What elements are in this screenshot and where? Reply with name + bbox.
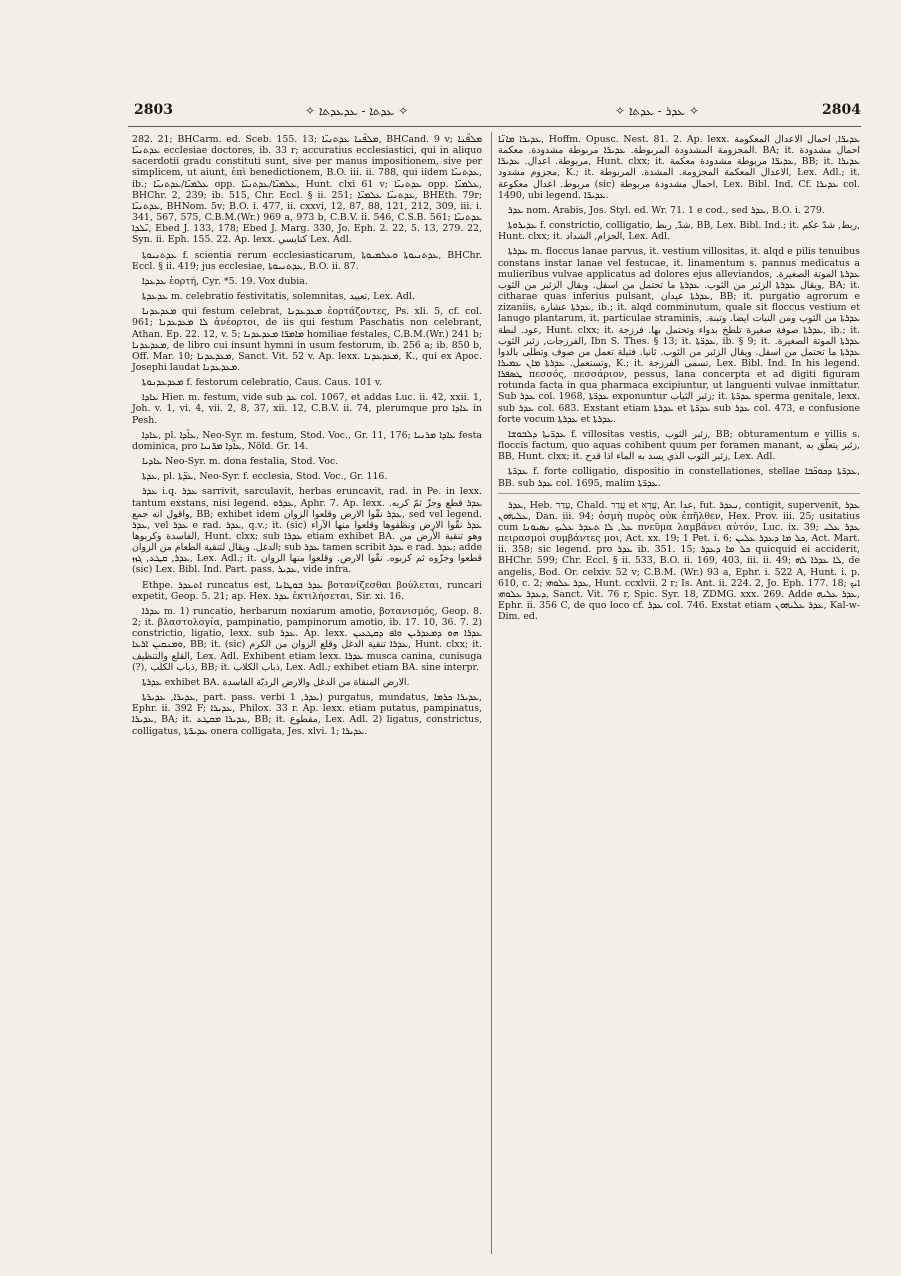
page-header <box>0 98 901 122</box>
entry: 282. 21; BHCarm. ed. Sceb. 155. 13; ܡܠܦ̈ܢܐ ܥܕܬܢܝ̈ܐ, BHCand. 9 v; ܡܠܦ̈ܢܐ ܥܕܬܢܝ̈ܐ ecclesiae doctores, ib. 33 r; accuratius ecclesiastici, qui in aliquo sacerdotii gradu constituti sunt, sive per manus impositionem, sive per simplicem, ut aiunt, ἐπὶ benedictionem, B.O. iii. ii. 788, qui iidem ܥܕܬܢܝ̈ܐ, ib.; ܥܠܡܝ̈ܐ/ܥܕܬܢܝ̈ܐ opp. ܥܠܡܝ̈ܐ/ܥܕܬܢܝ̈ܐ, Hunt. clxi 61 v; ܥܕܬܢܝ̈ܐ opp. ܥܠܡܝ̈ܐ, BHChr. 2, 239; ib. 515, Chr. Eccl. § ii. 251; ܥܕܬܢܝ̈ܐ ܥܠܡܝ̈ܐ, BHEth. 79r; ܥܕܬܢܝ̈ܐ, BHNom. 5v; B.O. i. 477, ii. cxxvi, 12, 87, 88, 121, 212, 309, iii. i. 341, 567, 575, C.B.M.(Wr.) 969 a, 973 b, C.B.V. ii. 546, C.S.B. 561; ܥܕܬܢܝ̈ܐ ܝ̈ܠܕܐ, Ebed J. 133, 178; Ebed J. Marg. 330, Jo. Eph. 2. 22, 5. 13, 279. 22, Syn. ii. Eph. 155. 22. Ap. lexx. كنايسي Lex. Adl. <box>132 134 482 246</box>
entry: ܥܐܕܐ Hier. m. festum, vide sub ܥܕ col. 1067, et addas Luc. ii. 42, xxii. 1, Joh. v. 1, vi. 4, vii. 2, 8, 37, xii. 12, C.B.V. ii. 74, plerumque pro ܥܐܕܐ in Pesh. <box>132 392 482 426</box>
entry: ܥܕܪܬܐ m. floccus lanae parvus, it. vestium villositas, it. alqd e pilis tenuibus constans instar lanae vel festucae, it. linamentum s. pannus medicatus a mulieribus vulvae applicatus ad dolores ejus alleviandos, ܥܕܪܬܐ الموتة الصغيرة. ويقال ܥܕܪܬܐ الزئبر من الثوب. ܥܕܪܬܐ ما تحتمل من اسفل. ويقال الزئبر من الثوب, BA; it. citharae quas inferius pulsant, ܥܕܪܬܐ عيدان, BB; it. purgatio agrorum e zizaniis, ܥܕܪܬܐ عشارة, ib.; it. alqd comminutum, quale sit floccus vestium et lanugo plantarum, it. particulae straminis, ܥܕܪܬܐ من الثوب ومن النبات ايضا. وتبنة. عود. لبطة, Hunt. clxx; it. ܥܕܪܬܐ صوفة صغيرة تلطخ بدواء وتحتمل بها. فرزجة, ib.; it. الفرزجات, زئبر الثوب, Ibn S. Thes. § 13; it. ܥܕܪ̈ܬܐ, ib. § 9; it. ܥܕܪܬܐ الموتة الصغيرة. ܥܕܪܬܐ ما تحتمل من اسفل. ويقال الزئبر من الثوب. ثانيا. فتيلة تعمل من صوف وتطلى بالدوا وتستعمل. ܥܕܪܬܐ ܡܐܢ ܥܡܝܪܐ, K.; it. تسمى الفرزجة, Lex. Bibl. Ind. In his legend. ܛܣܦܪܐ πεσσός, πεσσάριον, pessus, lana concerpta et ad digiti figuram rotunda facta in qua pharmaca excipiuntur, ut languenti vulvae inmittatur. Sub ܥܕܪ col. 1968, ܥܕܪ̈ܬܐ exponuntur زئبر الثياب; it. ܥܕܪ̈ܬܐ sperma genitale, lexx. sub ܥܕܪ col. 683. Exstant etiam ܥܕܪܬܐ et ܥܕܪ̈ܬܐ sub ܥܕܪ col. 473, e confusione forte vocum ܥܕܪܬܐ et ܥܕܪܬܐ. <box>498 246 861 425</box>
entry: ܥܕܪ nom. Arabis, Jos. Styl. ed. Wr. 71. 1 e cod., sed ܥܕܪ, B.O. i. 279. <box>508 204 825 216</box>
entry: ܡܥܕܥܕܢܐ qui festum celebrat, ܡܥܕܥܕܢܐ ἑορτάζοντες, Ps. xli. 5, cf. col. 961; ܠܐ ܡܥܕܥܕܢܐ ἀνέορτοι, de iis qui festum Paschatis non celebrant, Athan. Ep. 22. 12, v. 5; ܡܐܡܪ̈ܐ ܡܥܕܥܕܢܐ homiliae festales, C.B.M.(Wr.) 241 b; ܡܥܕܥܕܢܐ, de libro cui insunt hymni in usum festorum, ib. 256 a; ib. 850 b, Off. Mar. 10; ܡܥܕܥܕܢܐ, Sanct. Vit. 52 v. Ap. lexx. ܡܥܕܥܕܢܐ, K., qui ex Apoc. Josephi laudat ܡܥܕܥܕܢܐ. <box>132 306 483 373</box>
right-page-number: 2804 <box>822 102 861 118</box>
entry: ܥܕܪ i.q. ܥܕܪ sarrivit, sarculavit, herbas eruncavit, rad. in Pe. in lexx. tantum exstans, nisi legend. ܥܕܪܘ, Aphr. 7. Ap. lexx. ܥܕܪ قطع وجزّ ثمّ كربه. واقول انه جمع, BB; exhibet idem ܥܕܪ نقّوا الارض وقلعوا الزوان, sed vel legend. ܥܕܪ, vel ܥܕܪ e rad. ܥܕܪ, q.v.; it. (sic) ܥܕܪ نقّوا الارض ونظفوها وقلعوا منها الآراء الفاسدة وكربوها, Hunt. clxx; sub ܥܕܪܐ etiam exhibet BA. وهو تنقية الأرض من الدغل. ويقال لتنقية الطعام من الزوان; sub ܥܕܪ tamen scribit ܥܕܪ e rad. ܥܕܪ; adde ܥܕܪ, ܩܛܥ, ܓܙܙ, Lex. Adl.; it. قطعوا وجزّوه ثم كربوه. نقّوا الارض. وقلعوا منها الزوان (sic) Lex. Bibl. Ind. Part. pass. ܥܕܝܪ, vide infra. <box>132 486 482 576</box>
column-divider <box>491 132 492 1254</box>
left-page-number: 2803 <box>134 102 173 118</box>
entry: ܥܐܕܝܐ Neo-Syr. m. dona festalia, Stod. Voc. <box>142 456 339 468</box>
entry: ܥܕܥܕܐ ἑορτή, Cyr. *5. 19. Vox dubia. <box>142 275 308 287</box>
entry: ܥܕܝܪܘܬܐ f. constrictio, colligatio, شدّ, ربط, BB, Lex. Bibl. Ind.; it. ربط, شدّ عكم, Hunt. clxx; it. الحزام, الشداد, Lex. Adl. <box>498 220 861 243</box>
left-running-title: ✧ ܥܕܬܐ - ܥܕܥܕܬܐ ✧ <box>305 104 409 118</box>
entry: ܥܐܕܐ, pl. ܥܐ̈ܕܐ, Neo-Syr. m. festum, Stod. Voc., Gr. 11, 176; ܥܐܕܐ ܡܪܢܝܐ festa dominica, pro ܥܐ̈ܕܐ ܡܪ̈ܢܝܐ, Nöld. Gr. 14. <box>132 429 482 452</box>
entry: ܥܕܪܐ m. 1) runcatio, herbarum noxiarum amotio, βοτανισμός, Geop. 8. 2; it. βλαστολογία, pampinatio, pampinorum amotio, ib. 17. 10, 36. 7. 2) constrictio, ligatio, lexx. sub ܥܕܪ. Ap. lexx. ܥܕܪܐ ܗܘ ܕܡܥܕܪܝܢ ܘܐܦ ܕܩܛܥܝܢ ܘܡܢܩܝܢ ܐܪܥܐ, BB; it. (sic) ܥܕܪܐ تنقية الدغل وقلع الزوان من الكرم, Hunt. clxx; it. القلع والتنظيف, Lex. Adl. Exhibent etiam lexx. ܥܕܪܐ musca canina, cunisuga (?), ذباب الكلب, BB; it. ذباب الكلاب, Lex. Adl.; exhibet etiam BA. sine interpr. <box>132 605 482 673</box>
entry: ܥܕܬܐ, pl. ܥܕ̈ܬܐ, Neo-Syr. f. ecclesia, Stod. Voc., Gr. 116. <box>142 471 388 483</box>
left-column <box>132 134 482 741</box>
entry: ܥܕܝܪܐ, ܥܕܝܪܬܐ, part. pass. verbi ܥܕܪ, 1) purgatus, mundatus, ܥܕܝܪܐ ܟܪܡܐ, Ephr. ii. 392 F; ܥܕܝܪܐ, Philox. 33 r. Ap. lexx. etiam putatus, pampinatus, ܥܕܝܪܐ, BA; it. ܥܕܝܪܐ ܡܩܛܥ, BB; it. مقطوع, Lex. Adl. 2) ligatus, constrictus, colligatus, ܥܕܝܪ̈ܬܐ onera colligata, Jes. xlvi. 1; ܥܕܝܪܐ. <box>132 692 482 737</box>
entry: ܥܕܪ̈ܬܐ f. forte colligatio, dispositio in constellationes, stellae ܥܕܪ̈ܬܐ ܕܟܘܟ̈ܒܐ, BB. sub ܥܕܪ col. 1695, malim ܥܕܪ̈ܬܐ. <box>498 466 860 489</box>
entry: ܥܕܪ, Heb. עָדַר, Chald. עֲדַר et עֲדָא, Ar. عدا, fut. ܢܥܕܪ, contigit, supervenit, ܥܕܪ ܥܠܝܗܘܢ, Dan. iii. 94; ὀσμὴ πυρὸς οὐκ ἐπῆλθεν, Hex. Prov. iii. 25; usitatius cum ܥܠ, ܠܐ ܬܥܕܪ ܥܠܝܟ ܢܣܝܘܢܐ πνεῦμα λαμβάνει αὐτόν, Luc. ix. 39; ܥܕܪ ܥܠܝ πειρασμοὶ συμβάντες μοι, Act. xx. 19; 1 Pet. i. 6; ܟܠ ܡܐ ܕܥܕܪ ܥܠܝܢ, Act. Mart. ii. 358; sic legend. pro ܥܕܪ ib. 351. 15; ܟܠ ܡܐ ܕܥܕܪ quicquid ei acciderit, BHChr. 599; Chr. Eccl. § ii. 533, B.O. ii. 169, 403, iii. ii. 49; ܠܐ ܥܕܪܐ ܠܗ, de angelis, Bod. Or. celxiv. 52 v; C.B.M. (Wr.) 93 a, Ephr. i. 522 A, Hunt. i. p. 610, c. 2; ܥܕܪ ܥܠܘܗܝ, Hunt. ccxlvii. 2 r; Is. Ant. ii. 224. 2, Jo. Eph. 177. 18; ܐܝܟ ܕܥܕܪ ܥܠܘܗܝ, Sanct. Vit. 76 r, Spic. Syr. 18, ZDMG. xxx. 269. Adde ܥܕܪ ܥܠܝܗ, Ephr. ii. 356 C, de quo loco cf. ܥܕܪ col. 746. Exstat etiam ܥܕܪ ܥܠܝܗܘܢ, Kal-w-Dim. ed. <box>498 499 861 623</box>
entry: ܥܕܪܬܐ exhibet BA. الارض المنقاة من الدغل والارض الرديّة الفاسدة. <box>142 676 410 688</box>
entry: ܥܕܬܢܝܘܬܐ f. scientia rerum ecclesiasticarum, ܥܕܬܢܝܘܬܐ ܘܥܠܡܝܘܬܐ, BHChr. Eccl. § ii. 419; jus ecclesiae, ܥܕܬܢܝܘܬܐ, B.O. ii. 87. <box>132 249 482 272</box>
entry: ܡܥܕܥܕܢܘܬܐ f. festorum celebratio, Caus. Caus. 101 v. <box>142 377 383 389</box>
entry: ܥܕܝܪܐ ܡܐܢ̈ܐ, Hoffm. Opusc. Nest. 81. 2. Ap. lexx. ܥܕܝܪ̈ܐ, احمال الاعدال المعكومة المجزومة المشدودة المربوطة. ܥܕܝܪܐ مربوطة مشدودة. معكمة. BA; it. احمال مشدودة مربوطة. اعدال. ܥܕܝܪ̈ܐ, Hunt. clxx; it. ܥܕܝܪ̈ܐ مربوطة مشدودة معكمة, BB; it. ܥܕܝܪܐ مجزوم مشدود, K.; it. الاعدال المعكمة المجزومة. المشدة. المربوطة, Lex. Adl.; it. مربوط. اعدال معكوعة (sic) احمال مشدودة مربوطة, Lex. Bibl. Ind. Cf. ܥܕܝܪܐ col. 1490, ubi legend. ܥܕܝܪ̈ܐ. <box>498 134 860 201</box>
entry: ܥܕܪ̈ܝܬܐ ܕܠܒܘܫܐ f. villositas vestis, زئبر الثوب, BB; obturamentum e villis s. floccis factum, quo aquas cohibent quum per foramen manant, زئبر يتعلّق به, BB, Hunt. clxx; it. زئبر الثوب الذي يسد به الماء اذا قدح, Lex. Adl. <box>498 428 861 463</box>
entry: ܥܕܥܕܬܐ m. celebratio festivitatis, solemnitas, تعييد, Lex. Adl. <box>142 291 415 303</box>
entry-separator <box>498 493 860 494</box>
right-column <box>498 134 860 626</box>
right-running-title: ✧ ܥܕܪ - ܥܕܬܐ ✧ <box>615 104 699 118</box>
entry: Ethpe. ܐܬܥܕܪ runcatus est, ܥܕܪ ܒܘܛܐܢܐ βοτανίζεσθαι βούλεται, runcari expetit, Geop. 5. 21; ap. Hex. ܥܕܪ ἐκτιλήσεται, Sir. xi. 16. <box>132 579 483 602</box>
header-rule <box>128 126 861 127</box>
